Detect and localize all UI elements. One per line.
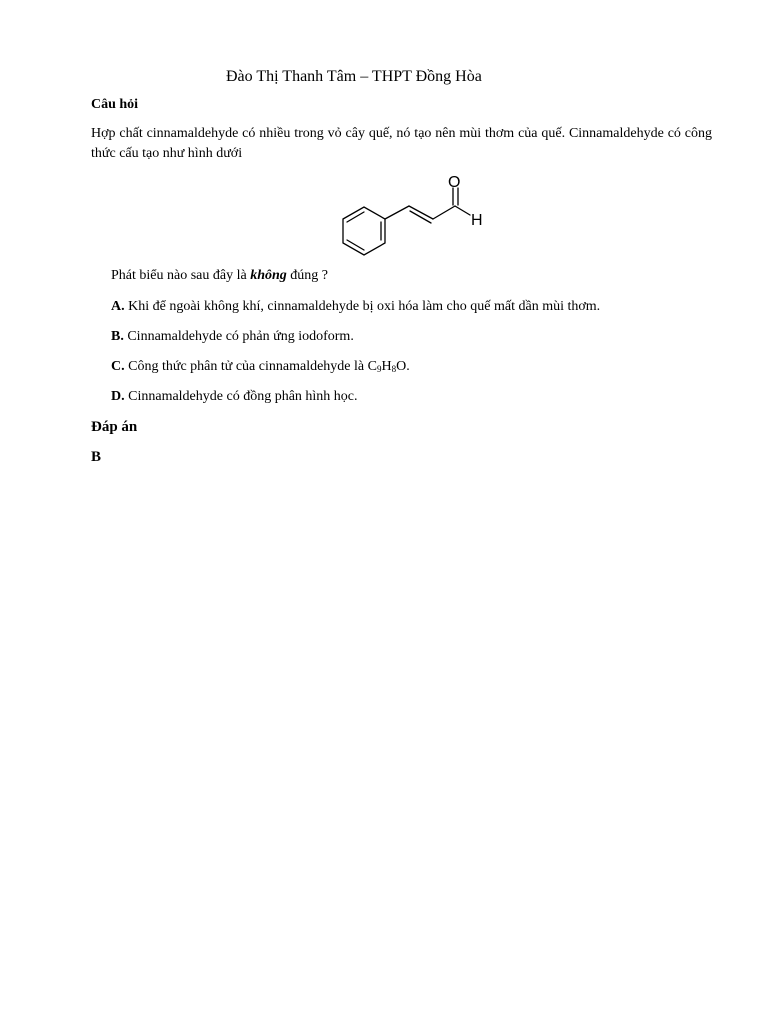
formula-subscript-9: 9 (376, 364, 382, 374)
option-b-text: Cinnamaldehyde có phản ứng iodoform. (123, 329, 354, 344)
formula-o: O. (396, 359, 410, 374)
oxygen-atom-label: O (448, 174, 461, 191)
option-c-text: Công thức phân tử của cinnamaldehyde là C (124, 359, 377, 374)
option-d-text: Cinnamaldehyde có đồng phân hình học. (124, 389, 358, 404)
answer-value: B (91, 449, 102, 465)
hydrogen-atom-label: H (471, 212, 483, 229)
prompt-text-before: Phát biểu nào sau đây là (111, 268, 251, 283)
option-b-letter: B. (111, 329, 124, 344)
option-d (111, 389, 358, 405)
option-d-letter: D. (111, 389, 125, 404)
prompt-text-after: đúng ? (286, 268, 328, 283)
question-text: Hợp chất cinnamaldehyde có nhiều trong vỏ cây quế, nó tạo nên mùi thơm của quế. Cinnamaldehyde có công thức cấu tạo như hình dưới (91, 126, 712, 161)
option-b (111, 329, 354, 345)
option-a-text: Khi để ngoài không khí, cinnamaldehyde bị oxi hóa làm cho quế mất dần mùi thơm. (124, 299, 601, 314)
formula-h: H (381, 359, 392, 374)
option-a-letter: A. (111, 299, 125, 314)
document-header: Đào Thị Thanh Tâm – THPT Đồng Hòa (226, 68, 482, 85)
cinnamaldehyde-structure (337, 172, 487, 262)
answer-label: Đáp án (91, 419, 138, 435)
option-a (111, 299, 600, 315)
prompt-emphasis: không (250, 268, 287, 283)
formula-subscript-8: 8 (391, 364, 397, 374)
option-c (111, 359, 410, 375)
option-c-letter: C. (111, 359, 125, 374)
question-label: Câu hỏi (91, 97, 139, 112)
question-prompt (111, 268, 328, 284)
